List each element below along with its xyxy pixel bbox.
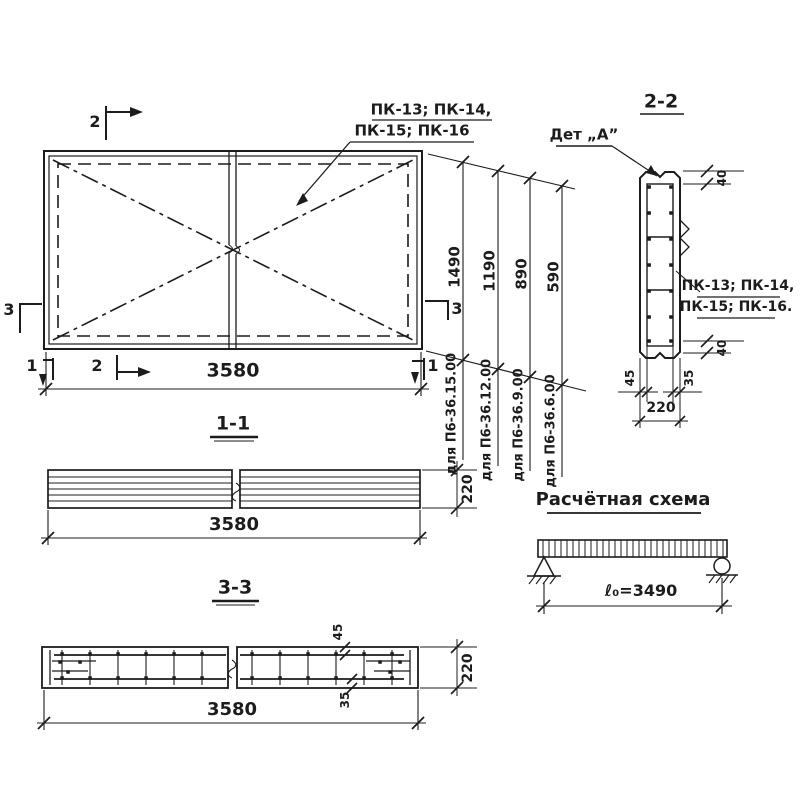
width-dim-value-1190: 1190: [480, 250, 499, 292]
width-dim-product-label-2: для П6-36.12.00: [479, 358, 495, 482]
section-mark-3-left: 3: [3, 300, 15, 319]
section-2-2-dim-width: 220: [646, 400, 676, 416]
section-mark-3-right: 3: [451, 299, 463, 318]
plan-length-dimension: 3580: [206, 359, 260, 382]
section-2-2-dim-right-cover: 35: [682, 369, 696, 387]
section-1-1-height-dim: 220: [460, 474, 476, 504]
section-2-2: [556, 114, 780, 428]
width-dim-product-label-3: для П6-36.9.00: [511, 368, 527, 482]
section-mark-2-bottom: 2: [91, 356, 103, 375]
detail-a-label: Дет „А”: [549, 125, 619, 144]
section-3-3-bottom-cover-dim: 35: [338, 691, 352, 709]
section-2-2-dim-bottom: 40: [715, 339, 729, 357]
width-dim-product-label-1: для П6-36.15.00: [444, 352, 460, 476]
calc-scheme-title: Расчётная схема: [535, 489, 711, 510]
section-2-2-rebar-label-line1: ПК-13; ПК-14,: [681, 278, 795, 294]
calc-scheme-span-label: ℓ₀=3490: [604, 581, 678, 600]
section-2-2-dim-left-cover: 45: [623, 369, 637, 387]
section-3-3-title: 3-3: [217, 576, 253, 599]
section-3-3-top-cover-dim: 45: [331, 623, 345, 641]
width-dim-product-label-4: для П6-36.6.00: [543, 374, 559, 488]
width-dim-value-890: 890: [512, 258, 531, 290]
plan-panel-types-line1: ПК-13; ПК-14,: [370, 100, 492, 119]
plan-panel-types-line2: ПК-15; ПК-16: [354, 121, 470, 140]
section-mark-1-left: 1: [26, 356, 38, 375]
section-2-2-dim-top: 40: [715, 169, 729, 187]
width-dim-value-1490: 1490: [445, 246, 464, 288]
plan-view: [44, 151, 422, 349]
section-3-3-length-dim: 3580: [206, 699, 258, 720]
section-1-1-length-dim: 3580: [208, 514, 260, 535]
section-mark-1-right: 1: [427, 356, 439, 375]
section-3-3-height-dim: 220: [460, 653, 476, 683]
width-dim-value-590: 590: [544, 261, 563, 293]
section-1-1-title: 1-1: [215, 412, 251, 435]
section-mark-2-top: 2: [89, 112, 101, 131]
section-2-2-rebar-label-line2: ПК-15; ПК-16.: [679, 299, 793, 315]
section-2-2-title: 2-2: [643, 90, 679, 113]
